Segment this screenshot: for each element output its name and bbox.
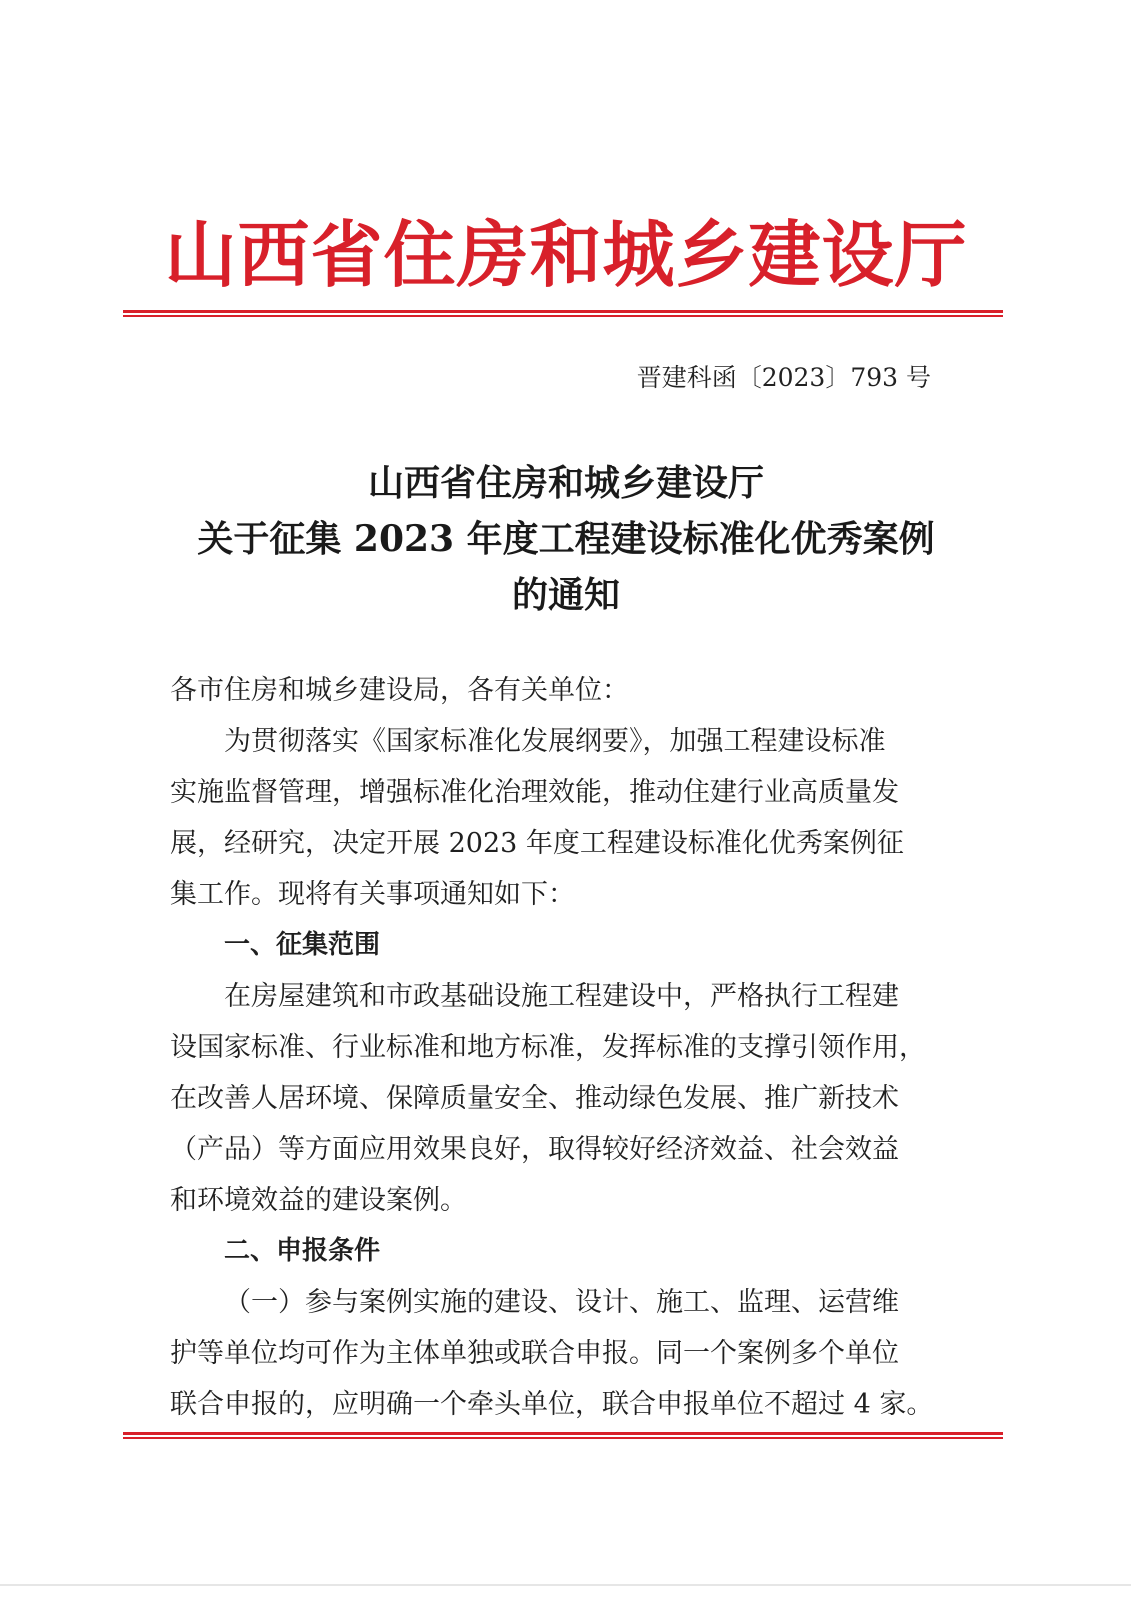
paragraph-line: （一）参与案例实施的建设、设计、施工、监理、运营维 bbox=[224, 1287, 899, 1318]
paragraph-line: 在改善人居环境、保障质量安全、推动绿色发展、推广新技术 bbox=[170, 1083, 899, 1114]
paragraph-line: 和环境效益的建设案例。 bbox=[170, 1185, 467, 1216]
section-heading-conditions: 二、申报条件 bbox=[224, 1236, 381, 1266]
page-edge-divider bbox=[0, 1584, 1131, 1586]
paragraph-line: 在房屋建筑和市政基础设施工程建设中，严格执行工程建 bbox=[224, 981, 899, 1012]
title-line-2: 关于征集 2023 年度工程建设标准化优秀案例 bbox=[197, 518, 935, 560]
salutation: 各市住房和城乡建设局，各有关单位： bbox=[170, 675, 629, 706]
document-body bbox=[170, 665, 956, 1430]
paragraph-line: 护等单位均可作为主体单独或联合申报。同一个案例多个单位 bbox=[170, 1338, 899, 1369]
paragraph-line: （产品）等方面应用效果良好，取得较好经济效益、社会效益 bbox=[170, 1134, 899, 1165]
paragraph-line: 联合申报的，应明确一个牵头单位，联合申报单位不超过 4 家。 bbox=[170, 1389, 934, 1420]
paragraph-line: 设国家标准、行业标准和地方标准，发挥标准的支撑引领作用， bbox=[170, 1032, 926, 1063]
masthead-red-rule bbox=[123, 310, 1003, 317]
footer-red-rule bbox=[123, 1432, 1003, 1439]
masthead-org-name: 山西省住房和城乡建设厅 bbox=[164, 212, 968, 297]
title-line-1: 山西省住房和城乡建设厅 bbox=[367, 462, 764, 504]
paragraph-line: 展，经研究，决定开展 2023 年度工程建设标准化优秀案例征 bbox=[170, 828, 904, 859]
document-number: 晋建科函〔2023〕793 号 bbox=[636, 363, 931, 392]
paragraph-line: 集工作。现将有关事项通知如下： bbox=[170, 879, 575, 910]
title-line-3: 的通知 bbox=[511, 574, 620, 616]
paragraph-line: 实施监督管理，增强标准化治理效能，推动住建行业高质量发 bbox=[170, 777, 899, 808]
paragraph-line: 为贯彻落实《国家标准化发展纲要》，加强工程建设标准 bbox=[224, 726, 886, 757]
document-title bbox=[120, 455, 1012, 623]
section-heading-scope: 一、征集范围 bbox=[224, 930, 381, 960]
